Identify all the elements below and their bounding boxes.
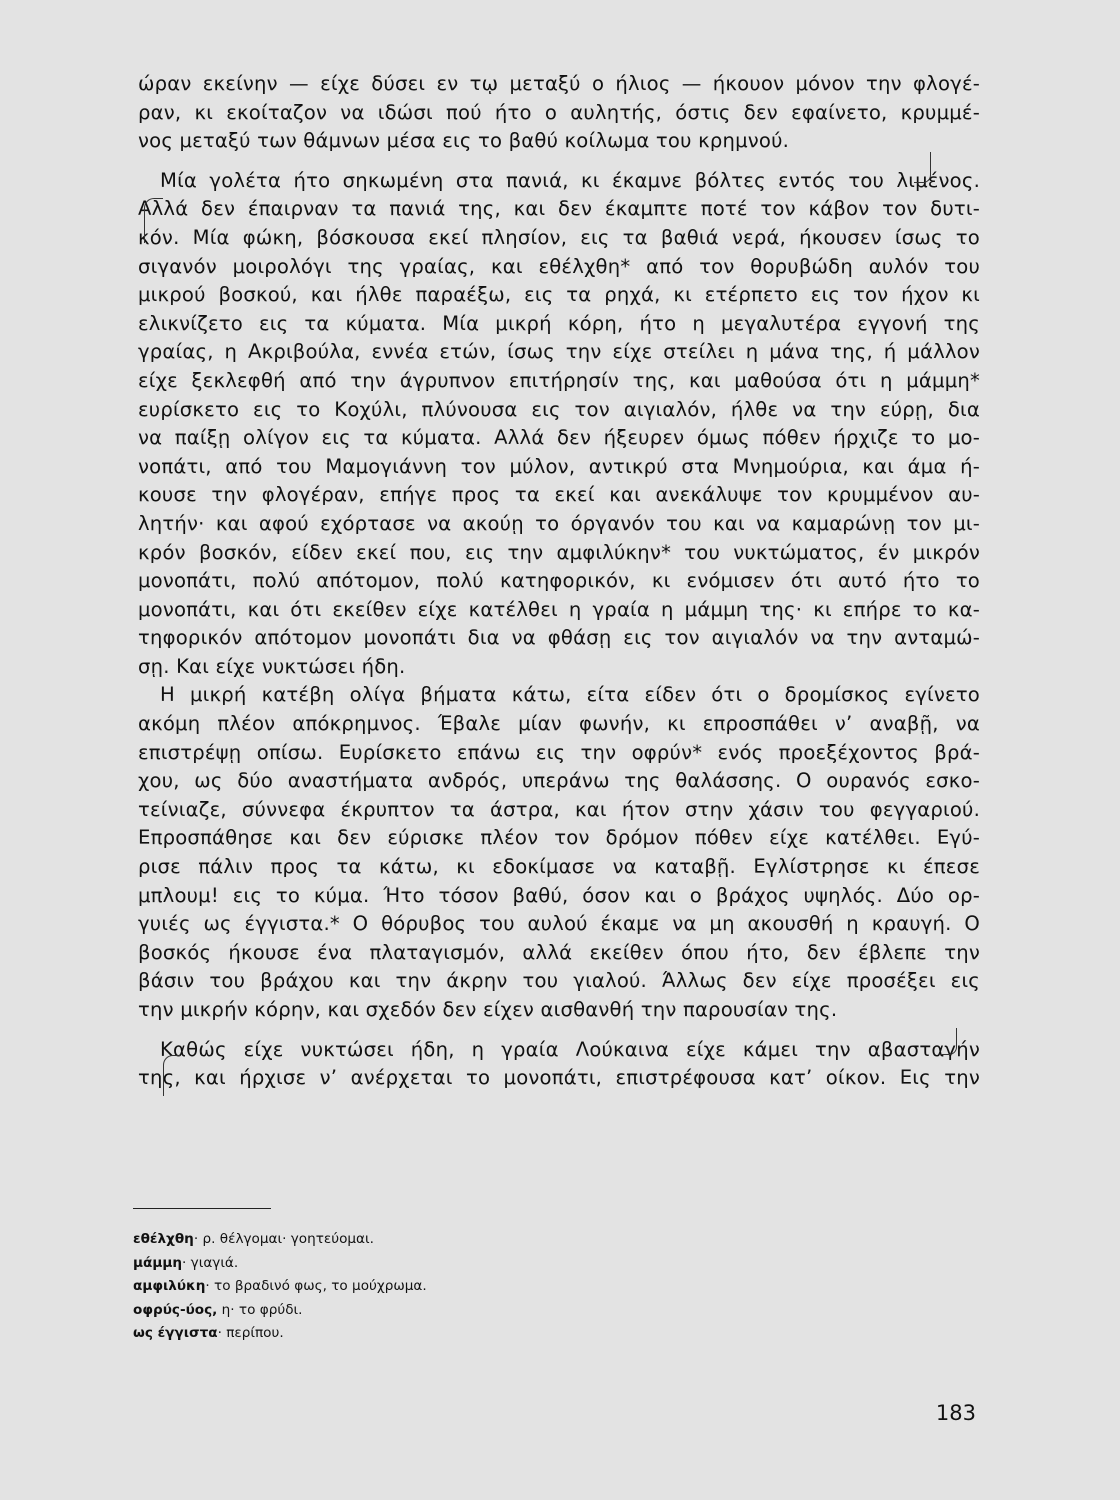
- footnotes: [133, 1228, 733, 1346]
- text-line: βοσκός ήκουσε ένα πλαταγισμόν, αλλά εκείθεν όπου ήτο, δεν έβλεπε την: [138, 940, 980, 964]
- text-line: ακόμη πλέον απόκρημνος. Έβαλε μίαν φωνήν, κι επροσπάθει ν’ αναβῇ, να: [138, 712, 980, 736]
- footnote-term: μάμμη: [133, 1254, 183, 1271]
- text-line: νος μεταξύ των θάμνων μέσα εις το βαθύ κοίλωμα του κρημνού.: [138, 129, 790, 153]
- footnote: [133, 1252, 733, 1276]
- text-line: ελικνίζετο εις τα κύματα. Μία μικρή κόρη, ήτο η μεγαλυτέρα εγγονή της: [138, 311, 980, 335]
- text-line: είχε ξεκλεφθή από την άγρυπνον επιτήρησίν της, και μαθούσα ότι η μάμμη*: [138, 368, 980, 392]
- text-line: ευρίσκετο εις το Κοχύλι, πλύνουσα εις τον αιγιαλόν, ήλθε να την εύρῃ, δια: [138, 397, 980, 421]
- footnote: [133, 1299, 733, 1323]
- footnote-definition: η· το φρύδι.: [217, 1301, 303, 1318]
- text-line: ραν, κι εκοίταζον να ιδώσι πού ήτο ο αυλητής, όστις δεν εφαίνετο, κρυμμέ-: [138, 100, 980, 124]
- footnote-term: εθέλχθη: [133, 1231, 194, 1247]
- text-line: την μικρήν κόρην, και σχεδόν δεν είχεν αισθανθή την παρουσίαν της.: [138, 998, 838, 1021]
- text-line: Αλλά δεν έπαιρναν τα πανιά της, και δεν έκαμπτε ποτέ τον κάβον τον δυτι-: [138, 197, 980, 221]
- text-line: γραίας, η Ακριβούλα, εννέα ετών, ίσως την είχε στείλει η μάνα της, ή μάλλον: [138, 340, 980, 364]
- text-line: κρόν βοσκόν, είδεν εκεί που, εις την αμφιλύκην* του νυκτώματος, έν μικρόν: [138, 540, 980, 564]
- footnote: [133, 1322, 733, 1346]
- footnote-definition: · ρ. θέλγομαι· γοητεύομαι.: [193, 1231, 374, 1247]
- footnote: [133, 1228, 733, 1252]
- text-line: νοπάτι, από του Μαμογιάννη τον μύλον, αντικρύ στα Μνημούρια, και άμα ή-: [138, 454, 980, 478]
- footnote-term: οφρύς-ύος,: [133, 1301, 218, 1318]
- footnote-term: αμφιλύκη: [133, 1278, 206, 1294]
- page-number: 183: [935, 1401, 976, 1425]
- text-line: επιστρέψῃ οπίσω. Ευρίσκετο επάνω εις την οφρύν* ενός προεξέχοντος βρά-: [138, 740, 980, 764]
- text-line: σῃ. Και είχε νυκτώσει ήδη.: [138, 654, 406, 678]
- text-line: γυιές ως έγγιστα.* Ο θόρυβος του αυλού έκαμε να μη ακουσθή η κραυγή. Ο: [138, 912, 980, 936]
- text-line: Μία γολέτα ήτο σηκωμένη στα πανιά, κι έκαμνε βόλτες εντός του λιμένος.: [160, 168, 980, 192]
- text-line: να παίξῃ ολίγον εις τα κύματα. Αλλά δεν ήξευρεν όμως πόθεν ήρχιζε το μο-: [138, 426, 980, 450]
- text-line: τείνιαζε, σύννεφα έκρυπτον τα άστρα, και ήτον στην χάσιν του φεγγαριού.: [138, 797, 980, 821]
- text-line: μικρού βοσκού, και ήλθε παραέξω, εις τα ρηχά, κι ετέρπετο εις τον ήχον κι: [138, 283, 980, 307]
- text-line: Η μικρή κατέβη ολίγα βήματα κάτω, είτα είδεν ότι ο δρομίσκος εγίνετο: [160, 683, 980, 707]
- text-line: βάσιν του βράχου και την άκρην του γιαλού. Άλλως δεν είχε προσέξει εις: [138, 969, 980, 993]
- text-line: σιγανόν μοιρολόγι της γραίας, και εθέλχθη* από τον θορυβώδη αυλόν του: [138, 254, 980, 278]
- footnote-definition: · το βραδινό φως, το μούχρωμα.: [205, 1278, 427, 1294]
- footnote-definition: · γιαγιά.: [182, 1254, 239, 1271]
- footnote-divider: [133, 1208, 271, 1209]
- text-line: τηφορικόν απότομον μονοπάτι δια να φθάσῃ εις τον αιγιαλόν να την ανταμώ-: [138, 626, 980, 650]
- text-line: ρισε πάλιν προς τα κάτω, κι εδοκίμασε να καταβῇ. Εγλίστρησε κι έπεσε: [138, 855, 980, 879]
- text-line: κόν. Μία φώκη, βόσκουσα εκεί πλησίον, εις τα βαθιά νερά, ήκουσεν ίσως το: [138, 225, 980, 249]
- text-line: Καθώς είχε νυκτώσει ήδη, η γραία Λούκαινα είχε κάμει την αβασταγήν: [160, 1037, 980, 1061]
- text-line: ώραν εκείνην — είχε δύσει εν τῳ μεταξύ ο ήλιος — ήκουον μόνον την φλογέ-: [138, 72, 980, 95]
- text-line: χου, ως δύο αναστήματα ανδρός, υπεράνω της θαλάσσης. Ο ουρανός εσκο-: [138, 769, 980, 793]
- text-line: λητήν· και αφού εχόρτασε να ακούῃ το όργανόν του και να καμαρώνῃ τον μι-: [138, 511, 980, 535]
- text-line: μονοπάτι, και ότι εκείθεν είχε κατέλθει η γραία η μάμμη της· κι επήρε το κα-: [138, 597, 980, 621]
- text-line: μονοπάτι, πολύ απότομον, πολύ κατηφορικόν, κι ενόμισεν ότι αυτό ήτο το: [138, 569, 980, 593]
- text-line: Επροσπάθησε και δεν εύρισκε πλέον τον δρόμον πόθεν είχε κατέλθει. Εγύ-: [138, 826, 980, 850]
- footnote-definition: · περίπου.: [217, 1325, 284, 1341]
- text-line: κουσε την φλογέραν, επήγε προς τα εκεί και ανεκάλυψε τον κρυμμένον αυ-: [138, 483, 980, 507]
- main-text: [138, 70, 980, 1093]
- footnote: [133, 1275, 733, 1299]
- text-line: της, και ήρχισε ν’ ανέρχεται το μονοπάτι, επιστρέφουσα κατ’ οίκον. Εις την: [138, 1066, 980, 1090]
- footnote-term: ως έγγιστα: [133, 1325, 218, 1341]
- text-line: μπλουμ! εις το κύμα. Ήτο τόσον βαθύ, όσον και ο βράχος υψηλός. Δύο ορ-: [138, 883, 980, 907]
